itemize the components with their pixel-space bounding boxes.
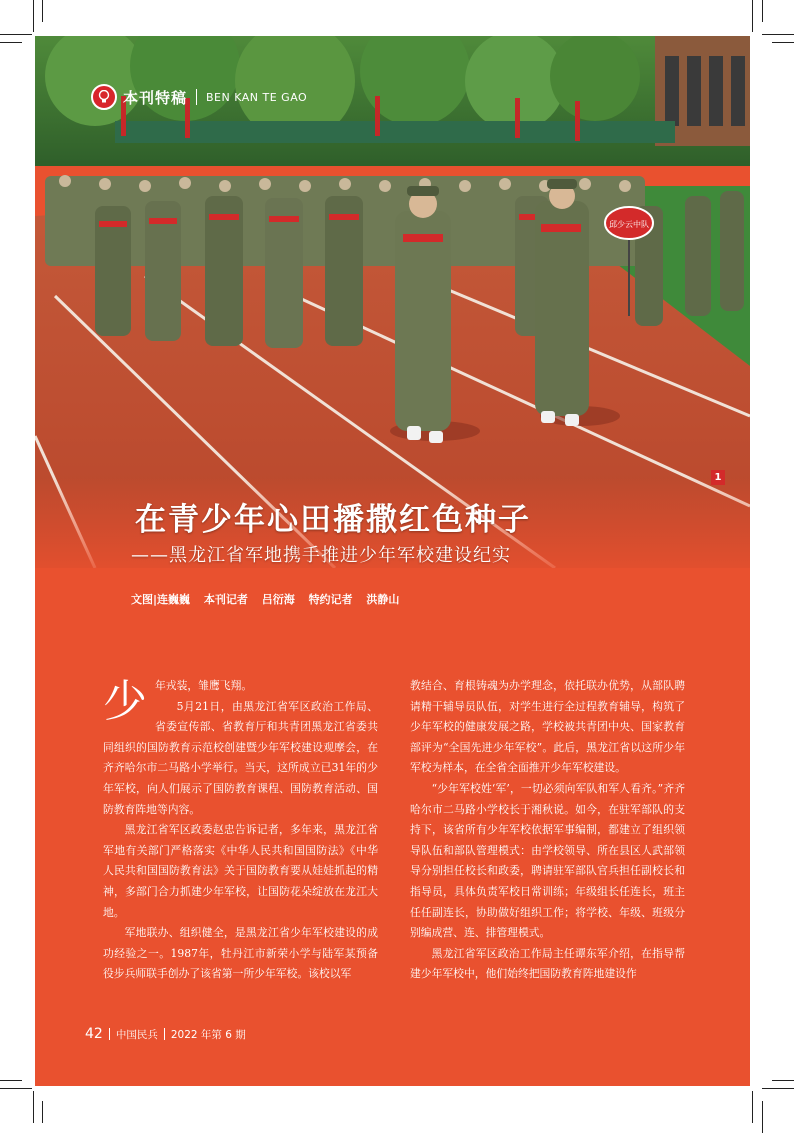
banner-text: 邱少云中队	[609, 220, 649, 229]
section-divider	[196, 89, 197, 105]
crop-mark	[0, 1088, 32, 1089]
paragraph: 黑龙江省军区政治工作局主任谭东军介绍，在指导帮建少年军校中，他们始终把国防教育阵地建设作	[410, 946, 685, 981]
byline-item: 本刊记者	[203, 593, 248, 606]
byline-item: 文图|连巍巍	[131, 593, 191, 606]
crop-mark	[0, 42, 22, 43]
crop-mark	[762, 0, 763, 22]
paragraph: 教结合、育根铸魂为办学理念，依托联办优势，从部队聘请精干辅导员队伍，对学生进行全过程教育辅导，构筑了少年军校的健康发展之路，学校被共青团中央、国家教育部评为“全国先进少年军校”。此后，黑龙江省以这所少年军校为样本，在全省全面推开少年军校建设。	[410, 679, 685, 775]
paragraph	[103, 676, 378, 727]
section-badge	[91, 84, 307, 110]
crop-mark	[42, 0, 43, 22]
crop-mark	[762, 1101, 763, 1133]
paragraph: “少年军校姓‘军’，一切必须向军队和军人看齐。”齐齐哈尔市二马路小学校长于湘秋说。如今，在驻军部队的支持下，该省所有少年军校依据军事编制，都建立了组织领导队伍和部队管理模式：由学校领导、所在县区人武部领导分别担任校长和政委，聘请驻军部队官兵担任副校长和指导员，具体负责军校日常训练；年级组长任连长，班主任任副连长，协助做好组织工作；将学校、年级、班级分别编成营、连、排管理模式。	[410, 781, 685, 940]
section-title-en: BEN KAN TE GAO	[206, 90, 308, 104]
crop-mark	[42, 1101, 43, 1123]
body-column-right	[410, 676, 685, 985]
parade-illustration	[35, 36, 750, 568]
byline-item: 特约记者	[308, 593, 353, 606]
footer-divider	[109, 1028, 110, 1040]
crop-mark	[762, 1088, 794, 1089]
page-number: 42	[85, 1026, 103, 1042]
photo-number: 1	[711, 470, 725, 485]
page-footer	[85, 1026, 246, 1042]
crop-mark	[772, 1080, 794, 1081]
crop-mark	[33, 0, 34, 32]
article-subtitle: ——黑龙江省军地携手推进少年军校建设纪实	[131, 545, 511, 566]
article-title: 在青少年心田播撒红色种子	[135, 502, 531, 538]
crop-mark	[772, 42, 794, 43]
magazine-page	[35, 36, 750, 1086]
footer-divider	[164, 1028, 165, 1040]
byline-item: 洪静山	[366, 593, 400, 606]
paragraph-text: 年戎装，雏鹰飞翔。	[155, 679, 253, 692]
section-title: 本刊特稿	[123, 88, 188, 107]
body-column-left	[103, 676, 378, 985]
crop-mark	[762, 34, 794, 35]
crop-mark	[752, 0, 753, 32]
paragraph: 军地联办、组织健全，是黑龙江省少年军校建设的成功经验之一。1987年，牡丹江市新荣小学与陆军某预备役步兵师联手创办了该省第一所少年军校。该校以军	[103, 926, 378, 981]
drop-cap: 少	[103, 676, 147, 727]
paragraph: 黑龙江省军区政委赵忠告诉记者，多年来，黑龙江省军地有关部门严格落实《中华人民共和国国防法》《中华人民共和国国防教育法》关于国防教育要从娃娃抓起的精神，多部门合力抓建少年军校，让国防花朵绽放在龙江大地。	[103, 823, 378, 919]
byline-item: 吕衍海	[261, 593, 295, 606]
paragraph: 5月21日，由黑龙江省军区政治工作局、省委宣传部、省教育厅和共青团黑龙江省委共同组织的国防教育示范校创建暨少年军校建设观摩会，在齐齐哈尔市二马路小学举行。当天，这所成立已31年的少年军校，向人们展示了国防教育课程、国防教育活动、国防教育阵地等内容。	[103, 699, 378, 816]
magazine-name: 中国民兵	[115, 1028, 158, 1041]
byline	[131, 591, 409, 607]
crop-mark	[0, 34, 32, 35]
issue-label: 2022 年第 6 期	[170, 1028, 246, 1041]
lightbulb-icon	[91, 84, 117, 110]
crop-mark	[0, 1080, 22, 1081]
crop-mark	[752, 1091, 753, 1123]
crop-mark	[33, 1091, 34, 1123]
parade-photo	[35, 36, 750, 568]
